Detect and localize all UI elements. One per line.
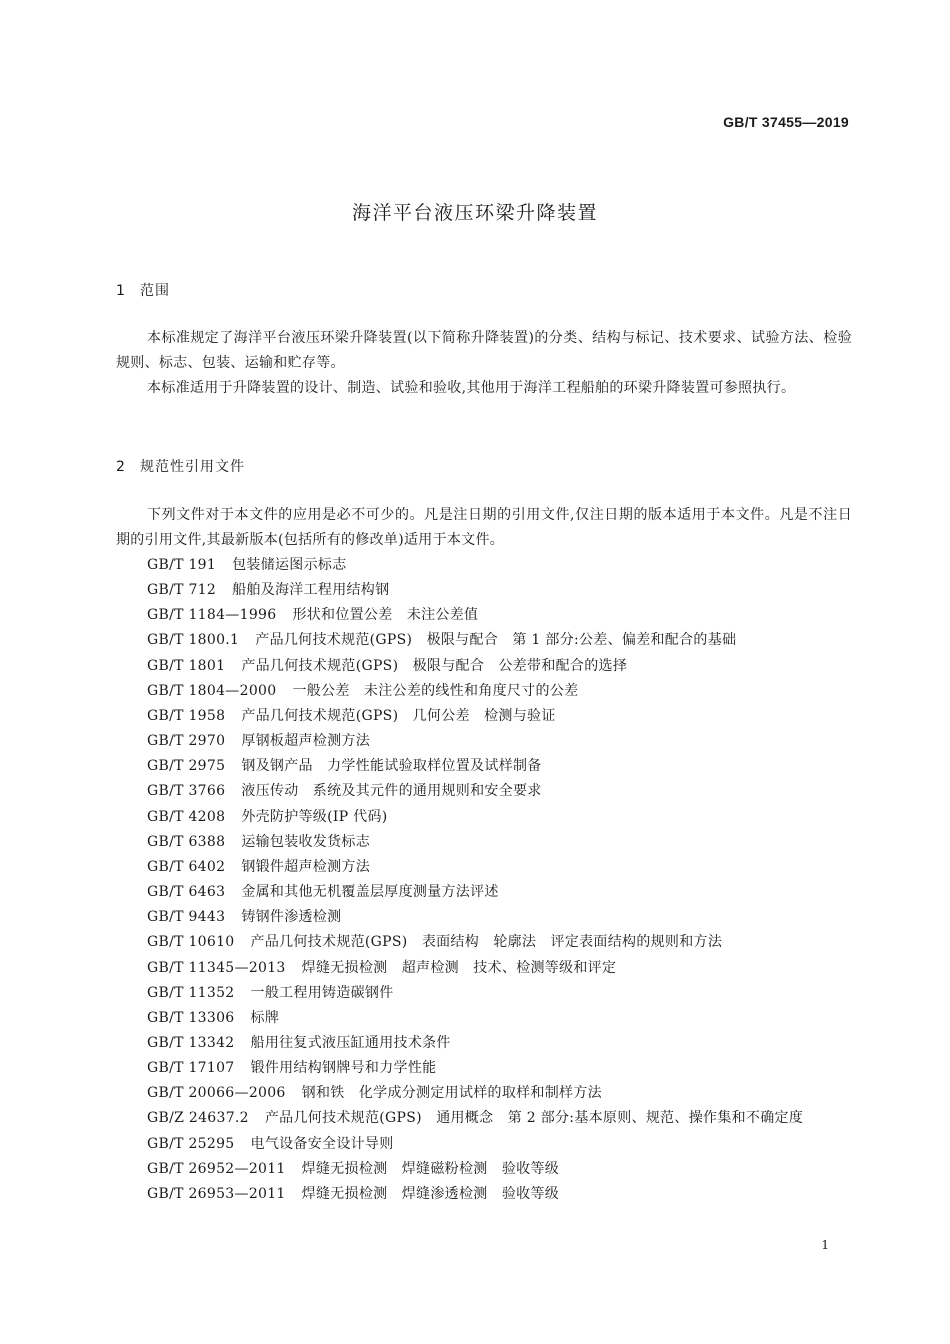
reference-item	[116, 628, 852, 653]
normative-refs-intro: 下列文件对于本文件的应用是必不可少的。凡是注日期的引用文件,仅注日期的版本适用于本文件。凡是不注日期的引用文件,其最新版本(包括所有的修改单)适用于本文件。	[116, 507, 852, 548]
section-title: 规范性引用文件	[140, 459, 245, 475]
reference-code: GB/T 9443	[147, 909, 226, 926]
reference-title: 产品几何技术规范(GPS) 极限与配合 公差带和配合的选择	[241, 657, 628, 674]
reference-title: 焊缝无损检测 超声检测 技术、检测等级和评定	[301, 959, 617, 976]
reference-item	[116, 956, 852, 981]
document-title: 海洋平台液压环梁升降装置	[351, 202, 598, 224]
reference-item	[116, 553, 852, 578]
reference-item	[116, 1157, 852, 1182]
reference-title: 锻件用结构钢牌号和力学性能	[250, 1060, 437, 1077]
reference-code: GB/T 712	[147, 582, 217, 599]
reference-title: 钢和铁 化学成分测定用试样的取样和制样方法	[301, 1085, 602, 1102]
reference-code: GB/T 25295	[147, 1135, 235, 1152]
reference-item	[116, 1081, 852, 1106]
scope-paragraph-2: 本标准适用于升降装置的设计、制造、试验和验收,其他用于海洋工程船舶的环梁升降装置可参照执行。	[147, 380, 796, 396]
section-number: 1	[116, 283, 126, 299]
reference-title: 一般工程用铸造碳钢件	[250, 984, 394, 1001]
reference-code: GB/T 2975	[147, 758, 226, 775]
section-heading-scope	[116, 280, 170, 300]
reference-item	[116, 930, 852, 955]
reference-title: 形状和位置公差 未注公差值	[292, 607, 479, 624]
reference-item	[116, 729, 852, 754]
reference-code: GB/T 11345—2013	[147, 959, 286, 976]
reference-item	[116, 880, 852, 905]
reference-code: GB/T 13306	[147, 1009, 235, 1026]
standard-number: GB/T 37455—2019	[723, 114, 849, 130]
reference-item	[116, 1132, 852, 1157]
reference-title: 一般公差 未注公差的线性和角度尺寸的公差	[292, 682, 579, 699]
reference-code: GB/T 6402	[147, 858, 226, 875]
reference-title: 钢锻件超声检测方法	[241, 858, 371, 875]
reference-code: GB/T 4208	[147, 808, 226, 825]
reference-title: 产品几何技术规范(GPS) 通用概念 第 2 部分:基本原则、规范、操作集和不确定度	[264, 1110, 804, 1127]
reference-code: GB/T 1800.1	[147, 632, 240, 649]
reference-item	[116, 981, 852, 1006]
reference-item	[116, 654, 852, 679]
reference-title: 运输包装收发货标志	[241, 833, 371, 850]
reference-title: 焊缝无损检测 焊缝磁粉检测 验收等级	[301, 1160, 560, 1177]
section-heading-normative-refs	[116, 456, 245, 476]
reference-title: 厚钢板超声检测方法	[241, 733, 371, 750]
reference-list	[116, 553, 852, 1207]
section-title: 范围	[140, 283, 170, 299]
reference-title: 包装储运图示标志	[232, 557, 347, 573]
reference-code: GB/T 10610	[147, 934, 235, 951]
reference-code: GB/T 191	[147, 557, 217, 573]
reference-code: GB/T 3766	[147, 783, 226, 800]
reference-title: 液压传动 系统及其元件的通用规则和安全要求	[241, 783, 542, 800]
reference-item	[116, 1106, 852, 1131]
reference-title: 产品几何技术规范(GPS) 表面结构 轮廓法 评定表面结构的规则和方法	[250, 934, 723, 951]
section-number: 2	[116, 459, 126, 475]
reference-code: GB/T 1958	[147, 707, 226, 724]
reference-item	[116, 704, 852, 729]
reference-code: GB/T 6388	[147, 833, 226, 850]
reference-title: 钢及钢产品 力学性能试验取样位置及试样制备	[241, 758, 542, 775]
reference-item	[116, 754, 852, 779]
reference-code: GB/T 26953—2011	[147, 1185, 286, 1202]
reference-code: GB/T 13342	[147, 1034, 235, 1051]
reference-title: 船舶及海洋工程用结构钢	[232, 582, 390, 599]
reference-item	[116, 578, 852, 603]
reference-code: GB/T 11352	[147, 984, 235, 1001]
reference-code: GB/T 2970	[147, 733, 226, 750]
reference-title: 焊缝无损检测 焊缝渗透检测 验收等级	[301, 1185, 560, 1202]
reference-code: GB/T 1184—1996	[147, 607, 277, 624]
reference-code: GB/T 26952—2011	[147, 1160, 286, 1177]
reference-title: 铸钢件渗透检测	[241, 909, 342, 926]
reference-code: GB/T 17107	[147, 1060, 235, 1077]
reference-code: GB/T 20066—2006	[147, 1085, 286, 1102]
reference-item	[116, 779, 852, 804]
reference-title: 电气设备安全设计导则	[250, 1135, 394, 1152]
reference-code: GB/T 6463	[147, 884, 226, 901]
reference-code: GB/T 1801	[147, 657, 226, 674]
scope-paragraph-1: 本标准规定了海洋平台液压环梁升降装置(以下简称升降装置)的分类、结构与标记、技术要求、试验方法、检验规则、标志、包装、运输和贮存等。	[116, 330, 852, 371]
reference-item	[116, 1031, 852, 1056]
reference-item	[116, 905, 852, 930]
reference-title: 产品几何技术规范(GPS) 几何公差 检测与验证	[241, 707, 556, 724]
reference-item	[116, 1056, 852, 1081]
reference-title: 标牌	[250, 1009, 280, 1026]
reference-title: 产品几何技术规范(GPS) 极限与配合 第 1 部分:公差、偏差和配合的基础	[255, 632, 737, 649]
reference-title: 金属和其他无机覆盖层厚度测量方法评述	[241, 884, 499, 901]
reference-item	[116, 1182, 852, 1207]
reference-title: 船用往复式液压缸通用技术条件	[250, 1034, 451, 1051]
page-number: 1	[821, 1238, 829, 1252]
reference-item	[116, 805, 852, 830]
reference-code: GB/Z 24637.2	[147, 1110, 249, 1127]
reference-item	[116, 603, 852, 628]
reference-item	[116, 679, 852, 704]
reference-item	[116, 855, 852, 880]
reference-item	[116, 1006, 852, 1031]
reference-code: GB/T 1804—2000	[147, 682, 277, 699]
reference-title: 外壳防护等级(IP 代码)	[241, 808, 388, 825]
reference-item	[116, 830, 852, 855]
